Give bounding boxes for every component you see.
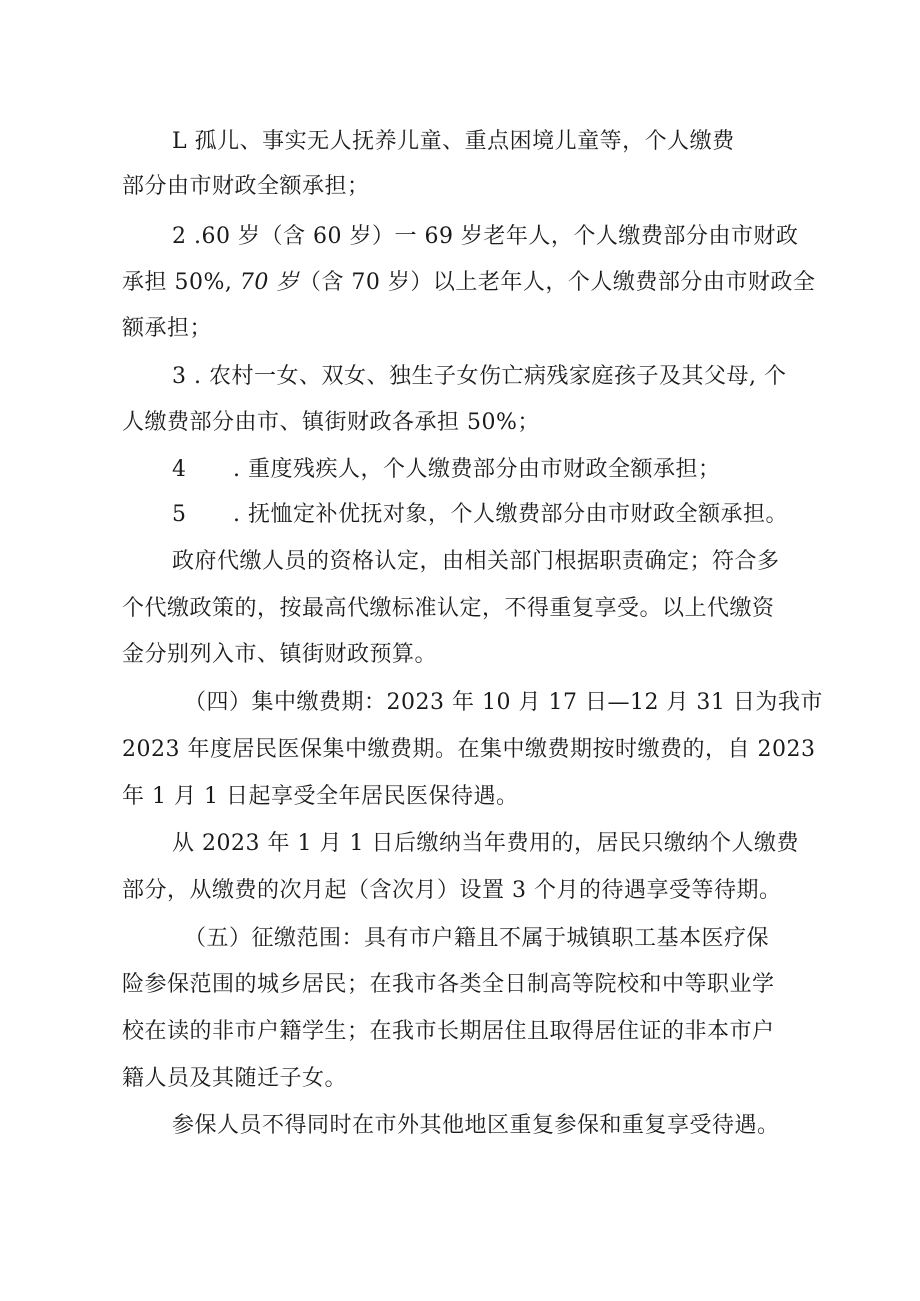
item5-number: 5 <box>172 502 187 527</box>
item2-line2-italic: 70 岁 <box>239 270 299 295</box>
section4-line3: 年 1 月 1 日起享受全年居民医保待遇。 <box>122 784 519 809</box>
item4-text: . 重度残疾人，个人缴费部分由市财政全额承担； <box>233 457 721 482</box>
qualification-line3: 金分别列入市、镇街财政预算。 <box>122 642 438 667</box>
qualification-line1: 政府代缴人员的资格认定，由相关部门根据职责确定；符合多 <box>172 549 780 574</box>
item1-line2: 部分由市财政全额承担； <box>122 174 370 199</box>
item2-line1: 2 .60 岁（含 60 岁）一 69 岁老年人，个人缴费部分由市财政 <box>172 224 799 249</box>
item1-line1: L 孤儿、事实无人抚养儿童、重点困境儿童等，个人缴费 <box>172 129 735 154</box>
item2-line2-a: 承担 50%, <box>122 270 240 295</box>
final-line1: 参保人员不得同时在市外其他地区重复参保和重复享受待遇。 <box>172 1113 780 1138</box>
item3-line2: 人缴费部分由市、镇街财政各承担 50%； <box>122 410 540 435</box>
section5-line4: 籍人员及其随迁子女。 <box>122 1066 348 1091</box>
item2-line3: 额承担； <box>122 316 213 341</box>
qualification-line2: 个代缴政策的，按最高代缴标准认定，不得重复享受。以上代缴资 <box>122 596 775 621</box>
item4-number: 4 <box>172 457 187 482</box>
section5-line1: （五）征缴范围：具有市户籍且不属于城镇职工基本医疗保 <box>184 926 770 951</box>
item5-text: . 抚恤定补优抚对象，个人缴费部分由市财政全额承担。 <box>233 502 788 527</box>
item2-line2 <box>122 268 815 298</box>
section5-line2: 险参保范围的城乡居民；在我市各类全日制高等院校和中等职业学 <box>122 972 775 997</box>
late-line1: 从 2023 年 1 月 1 日后缴纳当年费用的，居民只缴纳个人缴费 <box>172 831 799 856</box>
late-line2: 部分，从缴费的次月起（含次月）设置 3 个月的待遇享受等待期。 <box>122 878 782 903</box>
section4-line1: （四）集中缴费期：2023 年 10 月 17 日—12 月 31 日为我市 <box>184 690 823 715</box>
item3-line1: 3 . 农村一女、双女、独生子女伤亡病残家庭孩子及其父母, 个 <box>172 364 787 389</box>
section4-line2: 2023 年度居民医保集中缴费期。在集中缴费期按时缴费的，自 2023 <box>122 737 816 762</box>
section5-line3: 校在读的非市户籍学生；在我市长期居住且取得居住证的非本市户 <box>122 1019 775 1044</box>
item2-line2-b: （含 70 岁）以上老年人，个人缴费部分由市财政全 <box>298 270 816 295</box>
